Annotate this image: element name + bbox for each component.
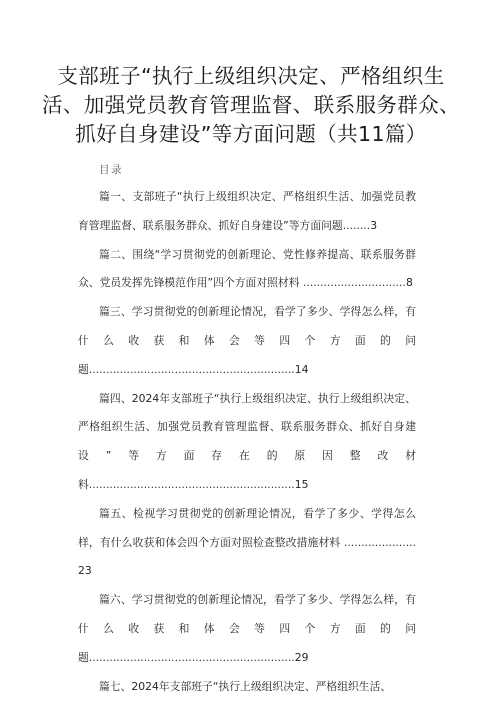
toc-entry-text: 篇六、学习贯彻党的创新理论情况，看学了多少、学得怎么样，有什么收获和体会等四个方面的问题 (78, 593, 416, 664)
toc-entry-3[interactable] (78, 298, 416, 384)
toc-entry-6[interactable] (78, 586, 416, 672)
document-title: 支部班子“执行上级组织决定、严格组织生活、加强党员教育管理监督、联系服务群众、抓好自身建设”等方面问题（共11篇） (42, 64, 460, 146)
toc-entry-4[interactable] (78, 385, 416, 500)
toc-entry-text: 篇一、支部班子“执行上级组织决定、严格组织生活、加强党员教育管理监督、联系服务群众、抓好自身建设”等方面问题 (78, 190, 416, 232)
toc-entry-text: 篇三、学习贯彻党的创新理论情况，看学了多少、学得怎么样，有什么收获和体会等四个方面的问题 (78, 305, 416, 376)
toc-leader-dots: ............................................................ (88, 362, 295, 376)
toc-entry-text: 篇五、检视学习贯彻党的创新理论情况，看学了多少、学得怎么样，有什么收获和体会四个方面对照检查整改措施材料 (78, 506, 416, 549)
toc-leader-dots: ..................... (340, 535, 416, 549)
toc-leader-dots: .............................. (299, 276, 406, 290)
toc-entry-text: 篇二、围绕“学习贯彻党的创新理论、党性修养提高、联系服务群众、党员发挥先锋模范作用”四个方面对照材料 (78, 247, 416, 290)
toc-page-number: 8 (405, 276, 413, 290)
toc-leader-dots: ............................................................ (88, 650, 295, 664)
toc-page-number: 14 (294, 362, 309, 376)
toc-entry-1[interactable] (78, 183, 416, 241)
toc-entry-2[interactable] (78, 241, 416, 299)
toc-heading: 目录 (99, 164, 123, 176)
toc-leader-dots: ........ (342, 218, 371, 232)
toc-entry-text: 篇七、2024年支部班子“执行上级组织决定、严格组织生活、 (99, 679, 392, 693)
toc-entry-text: 篇四、2024年支部班子“执行上级组织决定、执行上级组织决定、严格组织生活、加强党员教育管理监督、联系服务群众、抓好自身建设”等方面存在的原因整改材料 (78, 391, 416, 491)
toc-entry-7[interactable] (78, 673, 416, 702)
toc-page-number: 23 (78, 564, 92, 578)
toc-page-number: 3 (370, 218, 378, 232)
toc-page-number: 15 (294, 477, 309, 491)
toc-leader-dots: ............................................................ (88, 477, 295, 491)
toc-page-number: 29 (294, 650, 309, 664)
table-of-contents (78, 183, 416, 701)
toc-entry-5[interactable] (78, 500, 416, 586)
